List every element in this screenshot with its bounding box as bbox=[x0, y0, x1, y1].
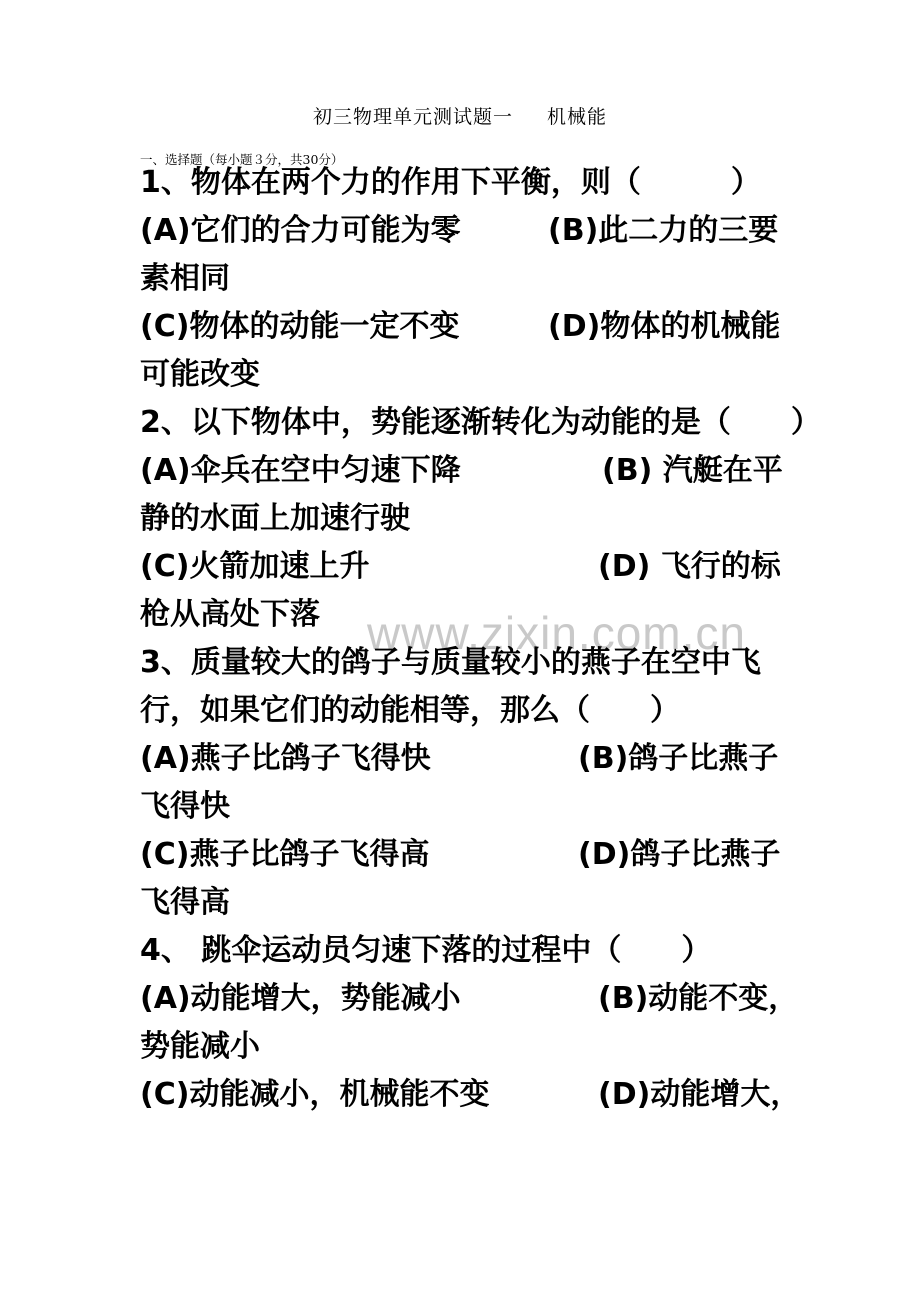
q1-option-b: (B)此二力的三要 bbox=[548, 213, 779, 248]
q4-option-c: (C)动能减小，机械能不变 bbox=[140, 1077, 490, 1112]
q1-options-cd bbox=[140, 307, 781, 347]
q2-option-c: (C)火箭加速上升 bbox=[140, 549, 370, 584]
q3-option-b: (B)鸽子比燕子 bbox=[578, 741, 779, 776]
question-3: 3、质量较大的鸽子与质量较小的燕子在空中飞 bbox=[140, 645, 761, 680]
q1-option-b-cont: 素相同 bbox=[140, 261, 230, 296]
title-sub: 机械能 bbox=[547, 106, 608, 128]
question-4: 4、 跳伞运动员匀速下落的过程中（ ） bbox=[140, 933, 712, 968]
q2-option-a: (A)伞兵在空中匀速下降 bbox=[140, 453, 461, 488]
q4-option-b: (B)动能不变， bbox=[598, 981, 799, 1016]
title-main: 初三物理单元测试题一 bbox=[312, 106, 513, 128]
q3-option-a: (A)燕子比鸽子飞得快 bbox=[140, 741, 431, 776]
q4-option-d: (D)动能增大， bbox=[598, 1077, 801, 1112]
q1-option-d-cont: 可能改变 bbox=[140, 357, 260, 392]
q3-options-cd bbox=[140, 835, 781, 875]
question-2: 2、以下物体中，势能逐渐转化为动能的是（ ） bbox=[140, 405, 821, 440]
q2-option-b: (B) 汽艇在平 bbox=[602, 453, 783, 488]
q2-options-ab bbox=[140, 451, 783, 491]
section-heading: 一、选择题（每小题３分，共30分） bbox=[140, 152, 344, 167]
q1-option-a: (A)它们的合力可能为零 bbox=[140, 213, 461, 248]
question-3-cont: 行，如果它们的动能相等，那么（ ） bbox=[140, 693, 680, 728]
q2-options-cd bbox=[140, 547, 781, 587]
q1-options-ab bbox=[140, 211, 779, 251]
q3-option-c: (C)燕子比鸽子飞得高 bbox=[140, 837, 430, 872]
q4-option-b-cont: 势能减小 bbox=[140, 1029, 260, 1064]
q4-option-a: (A)动能增大，势能减小 bbox=[140, 981, 461, 1016]
q4-options-ab bbox=[140, 979, 799, 1019]
q3-option-d-cont: 飞得高 bbox=[140, 885, 230, 920]
q3-option-d: (D)鸽子比燕子 bbox=[578, 837, 781, 872]
question-1: 1、物体在两个力的作用下平衡，则（ ） bbox=[140, 165, 761, 200]
watermark: www.zixin.com.cn bbox=[367, 607, 746, 659]
q2-option-b-cont: 静的水面上加速行驶 bbox=[140, 501, 410, 536]
document-title bbox=[0, 102, 920, 129]
q3-option-b-cont: 飞得快 bbox=[140, 789, 230, 824]
q2-option-d-cont: 枪从高处下落 bbox=[140, 597, 320, 632]
q2-option-d: (D) 飞行的标 bbox=[598, 549, 781, 584]
q1-option-c: (C)物体的动能一定不变 bbox=[140, 309, 460, 344]
q4-options-cd bbox=[140, 1075, 801, 1115]
q3-options-ab bbox=[140, 739, 779, 779]
q1-option-d: (D)物体的机械能 bbox=[548, 309, 781, 344]
